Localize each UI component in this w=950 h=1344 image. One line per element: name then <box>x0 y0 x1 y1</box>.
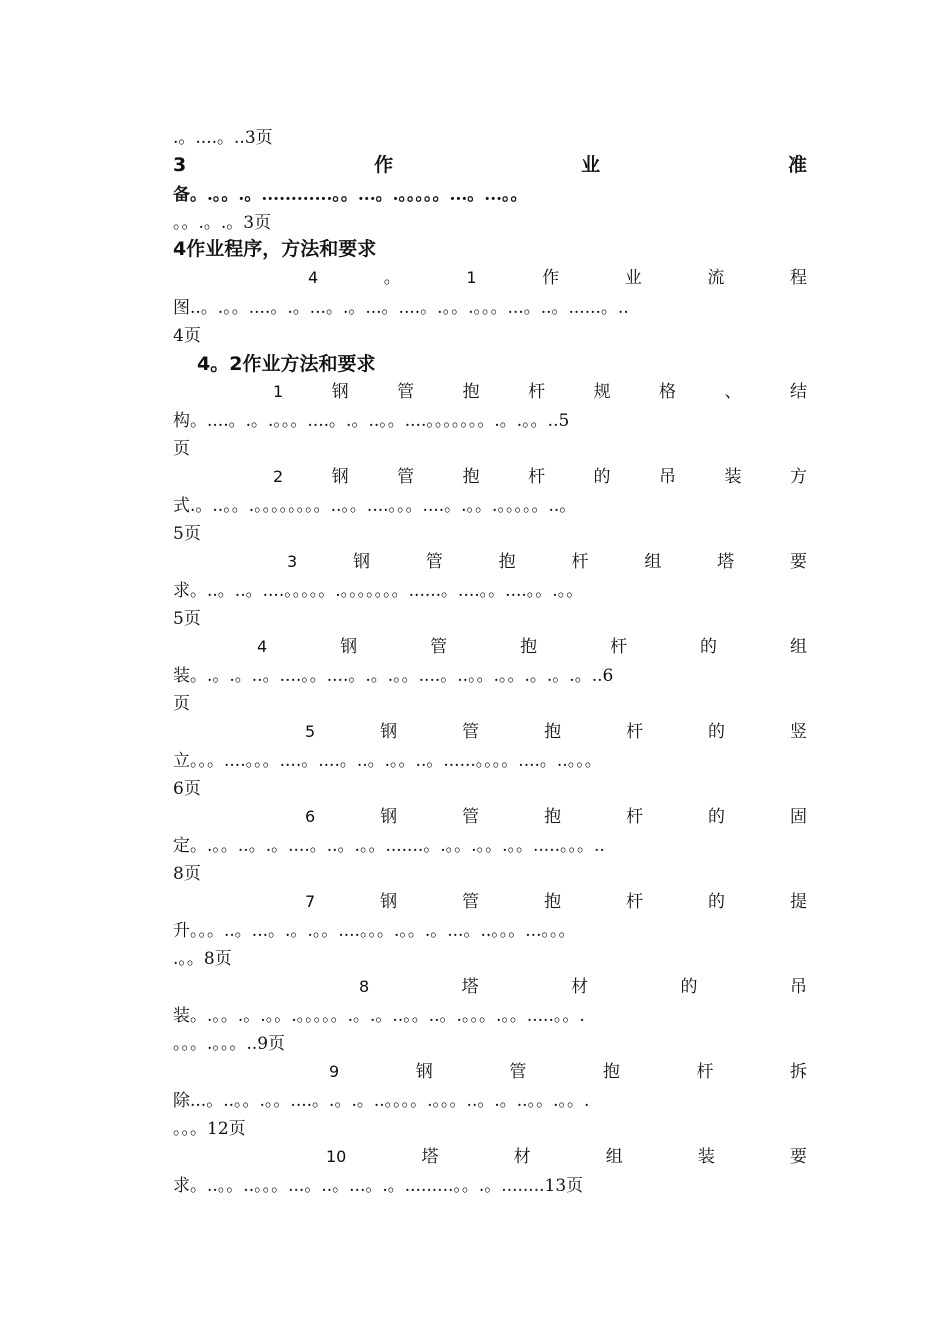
toc-char: 杆 <box>696 1062 714 1082</box>
toc-line <box>173 860 807 888</box>
toc-char: 装 <box>697 1147 715 1167</box>
toc-char: 材 <box>571 977 589 997</box>
toc-char: 业 <box>624 268 642 288</box>
toc-line <box>173 690 807 718</box>
toc-char: 杆 <box>626 892 644 912</box>
toc-text: 求。..。..。....。。。。。.。。。。。。。......。....。。....。。.。。 <box>173 581 584 601</box>
toc-char: 3 <box>173 154 187 176</box>
toc-text: 构。....。.。.。。。....。.。..。。....。。。。。。。.。.。。..5 <box>173 411 570 431</box>
toc-text: 5页 <box>173 609 201 629</box>
toc-char: 钢 <box>331 382 349 402</box>
toc-char: 的 <box>680 977 698 997</box>
toc-char: 钢 <box>380 722 398 742</box>
toc-char: 杆 <box>610 637 628 657</box>
toc-text: 6页 <box>173 779 201 799</box>
toc-char: 5 <box>305 722 316 741</box>
toc-entry-10 <box>173 1143 807 1171</box>
toc-line <box>173 294 807 322</box>
toc-char: 组 <box>605 1147 623 1167</box>
toc-char: 组 <box>790 637 807 657</box>
toc-text: 。。.。.。3页 <box>173 213 272 233</box>
toc-line <box>173 662 807 690</box>
toc-char: 要 <box>789 552 807 572</box>
toc-char: 钢 <box>340 637 358 657</box>
toc-char: 7 <box>305 892 316 911</box>
toc-char: 管 <box>397 382 415 402</box>
toc-text: 备。.。。.。............。。...。.。。。。。...。...。。 <box>173 185 528 205</box>
toc-text: .。。8页 <box>173 949 232 969</box>
toc-char: 1 <box>466 268 477 287</box>
toc-line <box>173 322 807 350</box>
toc-line <box>173 945 807 973</box>
toc-char: 吊 <box>790 977 807 997</box>
toc-char: 要 <box>789 1147 807 1167</box>
toc-char: 1 <box>273 382 284 401</box>
toc-line <box>173 1172 807 1200</box>
toc-line <box>173 1087 807 1115</box>
toc-char: 的 <box>708 807 726 827</box>
toc-char: 业 <box>581 154 601 176</box>
toc-char: 2 <box>273 467 284 486</box>
toc-line <box>173 747 807 775</box>
toc-char: 抱 <box>544 722 562 742</box>
toc-char: 的 <box>708 722 726 742</box>
toc-char: 钢 <box>380 807 398 827</box>
toc-char: 组 <box>644 552 662 572</box>
toc-char: 4 <box>308 268 319 287</box>
toc-char: 作 <box>374 154 394 176</box>
toc-char: 管 <box>397 467 415 487</box>
toc-line <box>173 124 807 152</box>
toc-entry-3 <box>173 548 807 576</box>
toc-char: 管 <box>509 1062 527 1082</box>
toc-char: 拆 <box>790 1062 807 1082</box>
toc-entry-7 <box>173 888 807 916</box>
toc-text: 。。。12页 <box>173 1119 246 1139</box>
toc-line <box>173 1030 807 1058</box>
toc-text: 装。.。。.。.。。.。。。。。.。.。..。。..。.。。。.。。.....。。. <box>173 1006 585 1026</box>
toc-char: 钢 <box>380 892 398 912</box>
toc-char: 抱 <box>544 807 562 827</box>
toc-entry-5 <box>173 718 807 746</box>
toc-char: 规 <box>593 382 611 402</box>
toc-char: 竖 <box>790 722 807 742</box>
toc-char: 吊 <box>659 467 676 487</box>
toc-char: 管 <box>430 637 448 657</box>
toc-text: 图..。.。。....。.。...。.。...。....。.。。.。。。...。..。......。.. <box>173 298 629 318</box>
toc-entry-1 <box>173 378 807 406</box>
toc-char: 准 <box>787 154 807 176</box>
toc-text: 装。.。.。..。....。。....。.。.。。....。..。。.。。.。.。.。..6 <box>173 666 614 686</box>
toc-char: 提 <box>790 892 807 912</box>
toc-char: 管 <box>462 892 480 912</box>
toc-text: .。....。..3页 <box>173 128 273 148</box>
toc-char: 杆 <box>528 382 546 402</box>
toc-text: 除...。..。。.。。....。.。.。..。。。。.。。。..。.。..。。.。。. <box>173 1091 590 1111</box>
toc-char: 管 <box>462 807 480 827</box>
toc-char: 结 <box>789 382 807 402</box>
toc-char: 。 <box>383 268 401 288</box>
toc-entry-2 <box>173 463 807 491</box>
toc-char: 抱 <box>498 552 516 572</box>
toc-char: 方 <box>789 467 807 487</box>
toc-line <box>173 832 807 860</box>
toc-char: 程 <box>789 268 807 288</box>
toc-line <box>173 1115 807 1143</box>
toc-char: 杆 <box>528 467 546 487</box>
toc-char: 的 <box>700 637 718 657</box>
toc-char: 钢 <box>353 552 371 572</box>
toc-char: 钢 <box>331 467 349 487</box>
toc-entry-8 <box>173 973 807 1001</box>
toc-char: 抱 <box>462 382 480 402</box>
toc-entry-4-1 <box>173 264 807 292</box>
toc-char: 管 <box>425 552 443 572</box>
toc-entry-6 <box>173 803 807 831</box>
toc-char: 抱 <box>520 637 538 657</box>
toc-char: 塔 <box>461 977 479 997</box>
toc-text: 4。2作业方法和要求 <box>197 353 376 375</box>
toc-entry-4 <box>173 633 807 661</box>
toc-text: 求。..。。..。。。...。..。...。.。.........。。.。........13页 <box>173 1176 584 1196</box>
toc-line <box>173 435 807 463</box>
toc-char: 材 <box>513 1147 531 1167</box>
toc-char: 固 <box>790 807 807 827</box>
toc-char: 3 <box>287 552 298 571</box>
toc-line <box>173 407 807 435</box>
toc-char: 杆 <box>626 722 644 742</box>
toc-text: 5页 <box>173 524 201 544</box>
toc-line <box>173 605 807 633</box>
toc-char: 10 <box>326 1147 347 1166</box>
toc-char: 流 <box>707 268 725 288</box>
toc-entry-9 <box>173 1058 807 1086</box>
toc-line <box>173 181 807 209</box>
toc-char: 杆 <box>626 807 644 827</box>
toc-char: 管 <box>462 722 480 742</box>
toc-char: 塔 <box>421 1147 439 1167</box>
toc-text: 定。.。。..。.。....。..。.。。.......。.。。.。。.。。.....。。。.. <box>173 836 605 856</box>
toc-line <box>173 209 807 237</box>
toc-char: 格 <box>659 382 676 402</box>
toc-text: 页 <box>173 694 190 714</box>
toc-heading-3 <box>173 151 807 179</box>
toc-char: 、 <box>724 382 742 402</box>
toc-text: 立。。。....。。。....。....。..。.。。..。......。。。。....。..。。。 <box>173 751 602 771</box>
toc-text: 4页 <box>173 326 201 346</box>
toc-char: 8 <box>359 977 370 996</box>
toc-char: 4 <box>257 637 268 656</box>
toc-text: 升。。。..。...。.。.。。....。。。.。。.。...。..。。。...。。。 <box>173 921 576 941</box>
toc-line <box>173 1002 807 1030</box>
toc-line <box>173 492 807 520</box>
toc-text: 页 <box>173 439 190 459</box>
toc-text: 式.。..。。.。。。。。。。。..。。....。。。....。.。。.。。。。。..。 <box>173 496 577 516</box>
toc-line <box>173 577 807 605</box>
toc-line <box>173 520 807 548</box>
toc-char: 6 <box>305 807 316 826</box>
toc-line <box>173 775 807 803</box>
toc-char: 钢 <box>415 1062 433 1082</box>
toc-text: 8页 <box>173 864 201 884</box>
toc-text: 4作业程序，方法和要求 <box>173 238 377 260</box>
toc-char: 的 <box>593 467 611 487</box>
toc-heading-4-2 <box>173 350 831 378</box>
toc-line <box>173 917 807 945</box>
toc-char: 作 <box>542 268 560 288</box>
toc-text: 。。。.。。。..9页 <box>173 1034 286 1054</box>
toc-char: 抱 <box>462 467 480 487</box>
toc-char: 塔 <box>717 552 735 572</box>
toc-char: 杆 <box>571 552 589 572</box>
toc-char: 抱 <box>602 1062 620 1082</box>
toc-heading-4 <box>173 235 807 263</box>
toc-char: 抱 <box>544 892 562 912</box>
toc-char: 的 <box>708 892 726 912</box>
toc-char: 装 <box>724 467 742 487</box>
toc-char: 9 <box>329 1062 340 1081</box>
